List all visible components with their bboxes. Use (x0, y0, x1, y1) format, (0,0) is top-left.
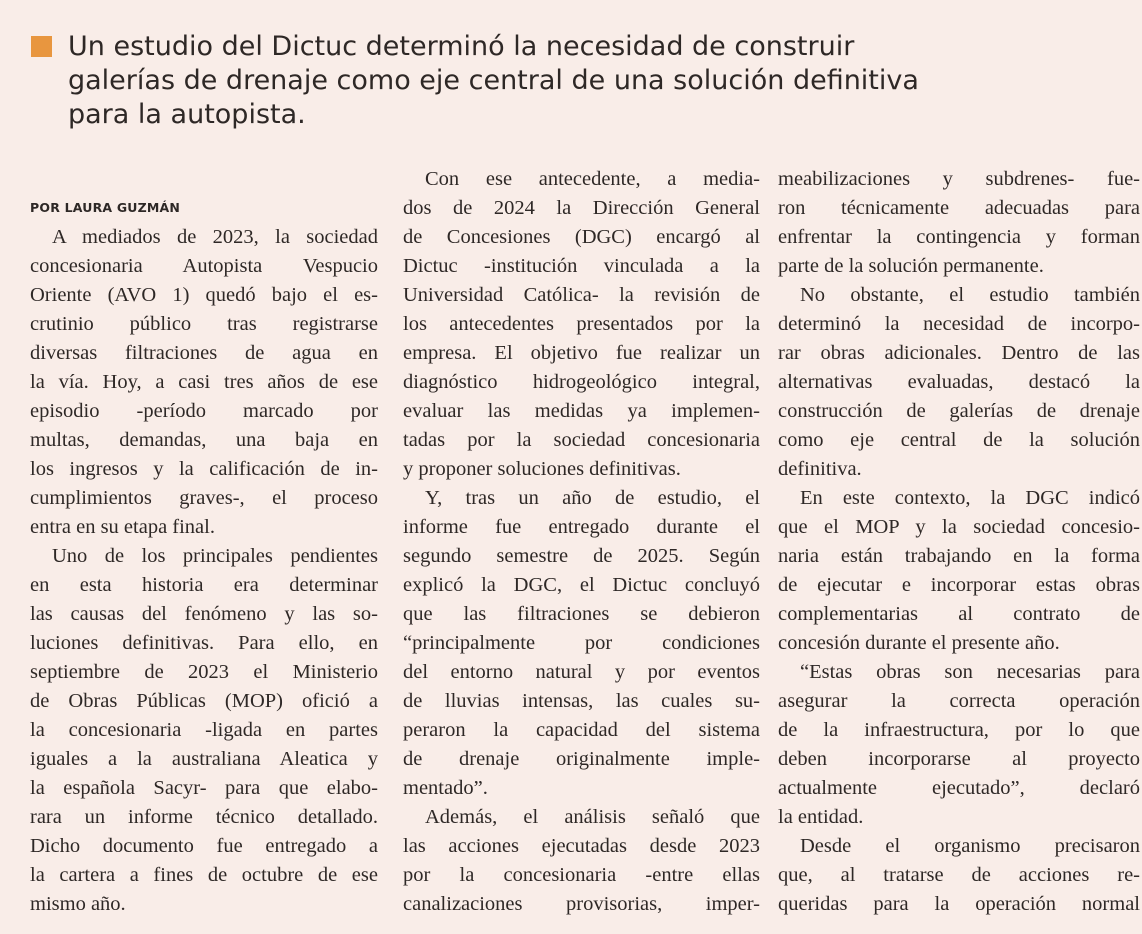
paragraph-line: los ingresos y la calificación de in- (30, 458, 378, 480)
paragraph-line: Dictuc -institución vinculada a la (403, 255, 760, 277)
paragraph-line: Desde el organismo precisaron (800, 835, 1140, 857)
article-paragraph (778, 658, 1140, 832)
article-paragraph (30, 542, 378, 919)
paragraph-line: Con ese antecedente, a media- (425, 168, 760, 190)
paragraph-line: rar obras adicionales. Dentro de las (778, 342, 1140, 364)
article-paragraph (403, 803, 760, 919)
paragraph-line: canalizaciones provisorias, imper- (403, 893, 760, 915)
paragraph-line: mismo año. (30, 893, 126, 915)
paragraph-line: naria están trabajando en la forma (778, 545, 1140, 567)
paragraph-line: del entorno natural y por eventos (403, 661, 760, 683)
paragraph-line: segundo semestre de 2025. Según (403, 545, 760, 567)
paragraph-line: evaluar las medidas ya implemen- (403, 400, 760, 422)
paragraph-line: rara un informe técnico detallado. (30, 806, 378, 828)
paragraph-line: asegurar la correcta operación (778, 690, 1140, 712)
paragraph-line: Uno de los principales pendientes (52, 545, 378, 567)
article-paragraph (403, 484, 760, 803)
paragraph-line: las causas del fenómeno y las so- (30, 603, 378, 625)
headline-bullet-icon (31, 36, 52, 57)
paragraph-line: entra en su etapa final. (30, 516, 215, 538)
paragraph-line: diagnóstico hidrogeológico integral, (403, 371, 760, 393)
paragraph-line: meabilizaciones y subdrenes- fue- (778, 168, 1140, 190)
paragraph-line: la española Sacyr- para que elabo- (30, 777, 378, 799)
paragraph-line: como eje central de la solución (778, 429, 1140, 451)
article-paragraph (778, 165, 1140, 281)
paragraph-line: la entidad. (778, 806, 864, 828)
paragraph-line: crutinio público tras registrarse (30, 313, 378, 335)
paragraph-line: Oriente (AVO 1) quedó bajo el es- (30, 284, 378, 306)
paragraph-line: deben incorporarse al proyecto (778, 748, 1140, 770)
article-paragraph (403, 165, 760, 484)
article-paragraph (778, 281, 1140, 484)
paragraph-line: la cartera a fines de octubre de ese (30, 864, 378, 886)
paragraph-line: Y, tras un año de estudio, el (425, 487, 760, 509)
paragraph-line: explicó la DGC, el Dictuc concluyó (403, 574, 760, 596)
paragraph-line: informe fue entregado durante el (403, 516, 760, 538)
paragraph-line: ron técnicamente adecuadas para (778, 197, 1140, 219)
paragraph-line: la vía. Hoy, a casi tres años de ese (30, 371, 378, 393)
paragraph-line: tadas por la sociedad concesionaria (403, 429, 760, 451)
article-column-3 (778, 165, 1140, 919)
paragraph-line: septiembre de 2023 el Ministerio (30, 661, 378, 683)
paragraph-line: luciones definitivas. Para ello, en (30, 632, 378, 654)
paragraph-line: de ejecutar e incorporar estas obras (778, 574, 1140, 596)
paragraph-line: peraron la capacidad del sistema (403, 719, 760, 741)
paragraph-line: cumplimientos graves-, el proceso (30, 487, 378, 509)
paragraph-line: concesionaria Autopista Vespucio (30, 255, 378, 277)
paragraph-line: los antecedentes presentados por la (403, 313, 760, 335)
article-paragraph (778, 832, 1140, 919)
paragraph-line: enfrentar la contingencia y forman (778, 226, 1140, 248)
paragraph-line: por la concesionaria -entre ellas (403, 864, 760, 886)
paragraph-line: y proponer soluciones definitivas. (403, 458, 681, 480)
headline-line: Un estudio del Dictuc determinó la necesidad de construir (68, 31, 855, 62)
paragraph-line: que, al tratarse de acciones re- (778, 864, 1140, 886)
paragraph-line: empresa. El objetivo fue realizar un (403, 342, 760, 364)
paragraph-line: definitiva. (778, 458, 862, 480)
article-paragraph (778, 484, 1140, 658)
paragraph-line: Universidad Católica- la revisión de (403, 284, 760, 306)
paragraph-line: de drenaje originalmente imple- (403, 748, 760, 770)
paragraph-line: de la infraestructura, por lo que (778, 719, 1140, 741)
paragraph-line: queridas para la operación normal (778, 893, 1140, 915)
paragraph-line: de lluvias intensas, las cuales su- (403, 690, 760, 712)
paragraph-line: de Obras Públicas (MOP) ofició a (30, 690, 378, 712)
paragraph-line: iguales a la australiana Aleatica y (30, 748, 378, 770)
paragraph-line: dos de 2024 la Dirección General (403, 197, 760, 219)
article-paragraph (30, 223, 378, 542)
headline-line: galerías de drenaje como eje central de una solución definitiva (68, 65, 919, 96)
paragraph-line: episodio -período marcado por (30, 400, 378, 422)
paragraph-line: la concesionaria -ligada en partes (30, 719, 378, 741)
paragraph-line: diversas filtraciones de agua en (30, 342, 378, 364)
paragraph-line: las acciones ejecutadas desde 2023 (403, 835, 760, 857)
paragraph-line: “Estas obras son necesarias para (800, 661, 1140, 683)
paragraph-line: Dicho documento fue entregado a (30, 835, 378, 857)
paragraph-line: que el MOP y la sociedad concesio- (778, 516, 1140, 538)
paragraph-line: complementarias al contrato de (778, 603, 1140, 625)
paragraph-line: multas, demandas, una baja en (30, 429, 378, 451)
paragraph-line: “principalmente por condiciones (403, 632, 760, 654)
paragraph-line: determinó la necesidad de incorpo- (778, 313, 1140, 335)
paragraph-line: A mediados de 2023, la sociedad (52, 226, 378, 248)
paragraph-line: No obstante, el estudio también (800, 284, 1140, 306)
paragraph-line: mentado”. (403, 777, 488, 799)
paragraph-line: en esta historia era determinar (30, 574, 378, 596)
paragraph-line: alternativas evaluadas, destacó la (778, 371, 1140, 393)
paragraph-line: de Concesiones (DGC) encargó al (403, 226, 760, 248)
paragraph-line: En este contexto, la DGC indicó (800, 487, 1140, 509)
article-column-1 (30, 223, 378, 919)
paragraph-line: actualmente ejecutado”, declaró (778, 777, 1140, 799)
paragraph-line: Además, el análisis señaló que (425, 806, 760, 828)
headline-line: para la autopista. (68, 99, 306, 130)
article-column-2 (403, 165, 760, 919)
byline: POR LAURA GUZMÁN (30, 200, 181, 215)
paragraph-line: parte de la solución permanente. (778, 255, 1044, 277)
paragraph-line: concesión durante el presente año. (778, 632, 1060, 654)
paragraph-line: construcción de galerías de drenaje (778, 400, 1140, 422)
paragraph-line: que las filtraciones se debieron (403, 603, 760, 625)
headline (68, 30, 1068, 132)
